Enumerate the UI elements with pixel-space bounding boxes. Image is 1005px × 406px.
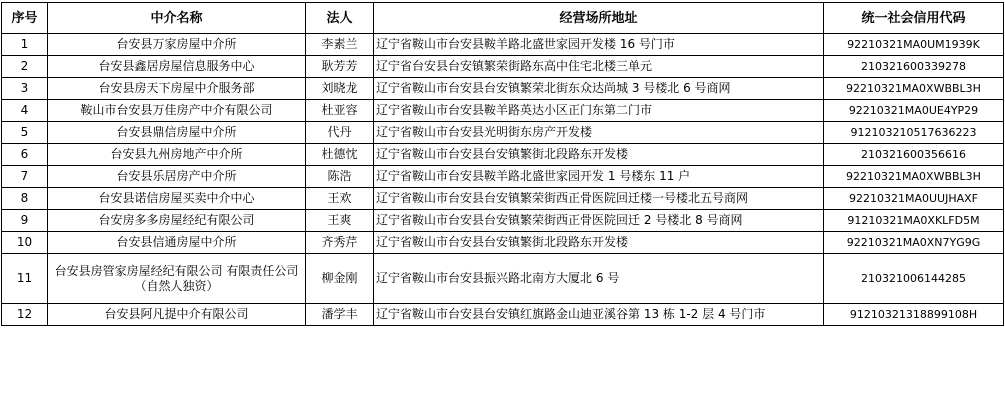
business-address: 辽宁省鞍山市台安县台安镇繁荣北街东众达尚城 3 号楼北 6 号商网 — [374, 78, 824, 100]
header-legal-person: 法人 — [306, 3, 374, 34]
credit-code: 92210321MA0UE4YP29 — [824, 100, 1004, 122]
credit-code: 92210321MA0UUJHAXF — [824, 188, 1004, 210]
table-row — [2, 100, 1004, 122]
table-row — [2, 210, 1004, 232]
row-index: 8 — [2, 188, 48, 210]
row-index: 2 — [2, 56, 48, 78]
credit-code: 912103210517636223 — [824, 122, 1004, 144]
agency-name: 台安县万家房屋中介所 — [48, 34, 306, 56]
business-address: 辽宁省鞍山市台安县台安镇繁荣街西正骨医院回迁 2 号楼北 8 号商网 — [374, 210, 824, 232]
business-address: 辽宁省鞍山市台安县光明街东房产开发楼 — [374, 122, 824, 144]
legal-person: 耿芳芳 — [306, 56, 374, 78]
legal-person: 刘晓龙 — [306, 78, 374, 100]
business-address: 辽宁省鞍山市台安县鞍羊路北盛世家园开发楼 16 号门市 — [374, 34, 824, 56]
agency-name: 台安县诺信房屋买卖中介中心 — [48, 188, 306, 210]
legal-person: 柳金刚 — [306, 254, 374, 304]
business-address: 辽宁省鞍山市台安县鞍羊路英达小区正门东第二门市 — [374, 100, 824, 122]
agency-name: 台安县鑫居房屋信息服务中心 — [48, 56, 306, 78]
table-row — [2, 304, 1004, 326]
row-index: 10 — [2, 232, 48, 254]
agency-registry-table — [1, 2, 1004, 326]
row-index: 3 — [2, 78, 48, 100]
business-address: 辽宁省鞍山市台安县台安镇繁街北段路东开发楼 — [374, 232, 824, 254]
row-index: 11 — [2, 254, 48, 304]
agency-name: 台安县房管家房屋经纪有限公司 有限责任公司（自然人独资） — [48, 254, 306, 304]
business-address: 辽宁省鞍山市台安县台安镇红旗路金山迪亚溪谷第 13 栋 1-2 层 4 号门市 — [374, 304, 824, 326]
business-address: 辽宁省鞍山市台安县台安镇繁荣街西正骨医院回迁楼一号楼北五号商网 — [374, 188, 824, 210]
row-index: 9 — [2, 210, 48, 232]
credit-code: 210321600339278 — [824, 56, 1004, 78]
table-row — [2, 144, 1004, 166]
row-index: 1 — [2, 34, 48, 56]
header-address: 经营场所地址 — [374, 3, 824, 34]
legal-person: 潘学丰 — [306, 304, 374, 326]
agency-name: 台安县鼎信房屋中介所 — [48, 122, 306, 144]
credit-code: 92210321MA0XN7YG9G — [824, 232, 1004, 254]
agency-name: 台安房多多房屋经纪有限公司 — [48, 210, 306, 232]
row-index: 6 — [2, 144, 48, 166]
header-credit-code: 统一社会信用代码 — [824, 3, 1004, 34]
credit-code: 210321006144285 — [824, 254, 1004, 304]
credit-code: 92210321MA0UM1939K — [824, 34, 1004, 56]
table-row — [2, 34, 1004, 56]
credit-code: 91210321MA0XKLFD5M — [824, 210, 1004, 232]
agency-name: 台安县九州房地产中介所 — [48, 144, 306, 166]
table-row — [2, 122, 1004, 144]
business-address: 辽宁省台安县台安镇繁荣街路东高中住宅北楼三单元 — [374, 56, 824, 78]
agency-name: 台安县房天下房屋中介服务部 — [48, 78, 306, 100]
business-address: 辽宁省鞍山市台安县台安镇繁街北段路东开发楼 — [374, 144, 824, 166]
table-row — [2, 188, 1004, 210]
header-index: 序号 — [2, 3, 48, 34]
business-address: 辽宁省鞍山市台安县振兴路北南方大厦北 6 号 — [374, 254, 824, 304]
row-index: 7 — [2, 166, 48, 188]
table-row — [2, 254, 1004, 304]
row-index: 4 — [2, 100, 48, 122]
legal-person: 代丹 — [306, 122, 374, 144]
legal-person: 陈浩 — [306, 166, 374, 188]
agency-name: 鞍山市台安县万佳房产中介有限公司 — [48, 100, 306, 122]
table-row — [2, 56, 1004, 78]
agency-name: 台安县阿凡提中介有限公司 — [48, 304, 306, 326]
legal-person: 杜德忱 — [306, 144, 374, 166]
business-address: 辽宁省鞍山市台安县鞍羊路北盛世家园开发 1 号楼东 11 户 — [374, 166, 824, 188]
legal-person: 王爽 — [306, 210, 374, 232]
legal-person: 杜亚容 — [306, 100, 374, 122]
agency-name: 台安县乐居房产中介所 — [48, 166, 306, 188]
header-row — [2, 3, 1004, 34]
legal-person: 王欢 — [306, 188, 374, 210]
table-row — [2, 166, 1004, 188]
legal-person: 齐秀芹 — [306, 232, 374, 254]
header-name: 中介名称 — [48, 3, 306, 34]
credit-code: 210321600356616 — [824, 144, 1004, 166]
agency-name: 台安县信通房屋中介所 — [48, 232, 306, 254]
table-row — [2, 78, 1004, 100]
credit-code: 92210321MA0XWBBL3H — [824, 166, 1004, 188]
legal-person: 李素兰 — [306, 34, 374, 56]
credit-code: 92210321MA0XWBBL3H — [824, 78, 1004, 100]
credit-code: 91210321318899108H — [824, 304, 1004, 326]
row-index: 12 — [2, 304, 48, 326]
table-row — [2, 232, 1004, 254]
row-index: 5 — [2, 122, 48, 144]
